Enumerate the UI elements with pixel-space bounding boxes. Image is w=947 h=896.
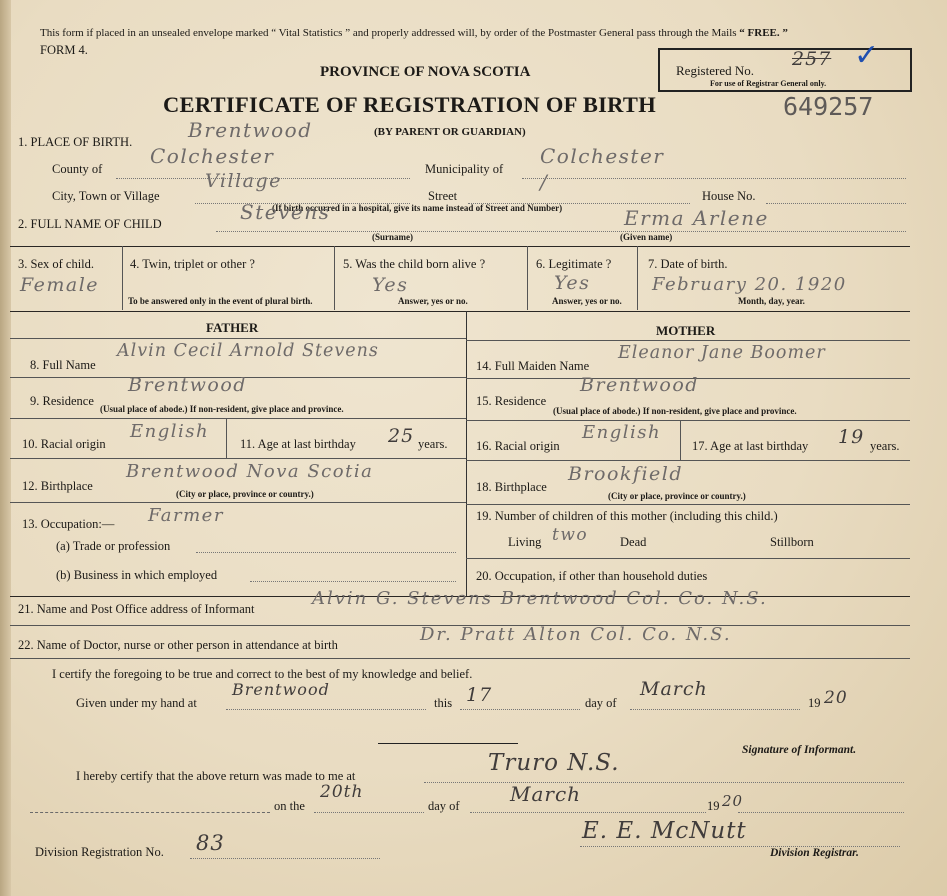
return-year-suffix: 20 — [722, 792, 744, 810]
informant-label: 21. Name and Post Office address of Informant — [18, 602, 255, 616]
street-label: Street — [428, 189, 458, 203]
mother-name-label: 14. Full Maiden Name — [476, 359, 590, 373]
mother-birthplace-note: (City or place, province or country.) — [608, 491, 746, 501]
street-value: / — [540, 170, 549, 194]
given-name-caption: (Given name) — [620, 232, 673, 242]
twin-note: To be answered only in the event of plural birth. — [128, 296, 313, 306]
mother-years-label: years. — [870, 439, 900, 453]
given-year-suffix: 20 — [824, 688, 848, 708]
doctor-value: Dr. Pratt Alton Col. Co. N.S. — [420, 624, 732, 645]
certificate-title: CERTIFICATE OF REGISTRATION OF BIRTH — [163, 92, 657, 117]
hospital-note: (If birth occurred in a hospital, give its name instead of Street and Number) — [272, 203, 563, 213]
father-birthplace-label: 12. Birthplace — [22, 479, 93, 493]
given-day-value: 17 — [466, 684, 493, 706]
sex-label: 3. Sex of child. — [18, 257, 95, 271]
mother-racial-value: English — [582, 422, 662, 443]
father-name-value: Alvin Cecil Arnold Stevens — [117, 341, 379, 361]
father-name-label: 8. Full Name — [30, 358, 96, 372]
father-birthplace-value: Brentwood Nova Scotia — [126, 461, 374, 482]
father-occupation-value: Farmer — [148, 505, 224, 526]
given-year-prefix: 19 — [808, 696, 821, 710]
mother-residence-label: 15. Residence — [476, 394, 547, 408]
return-day-of-label: day of — [428, 799, 460, 813]
division-registration-value: 83 — [196, 831, 225, 855]
house-no-label: House No. — [702, 189, 756, 203]
child-surname: Stevens — [240, 200, 331, 224]
certificate-subtitle: (BY PARENT OR GUARDIAN) — [374, 126, 526, 138]
born-alive-label: 5. Was the child born alive ? — [343, 257, 486, 271]
mother-age-label: 17. Age at last birthday — [692, 439, 809, 453]
stillborn-label: Stillborn — [770, 535, 814, 549]
father-age-label: 11. Age at last birthday — [240, 437, 356, 451]
free-label: “ FREE. ” — [739, 27, 788, 39]
mother-occupation-label: 20. Occupation, if other than household duties — [476, 569, 708, 583]
sex-value: Female — [20, 274, 100, 296]
return-day-value: 20th — [320, 782, 364, 802]
signature-of-informant-caption: Signature of Informant. — [742, 744, 857, 756]
form-number: FORM 4. — [40, 43, 88, 57]
postal-notice-text: This form if placed in an unsealed envelope marked “ Vital Statistics ” and properly addressed will, by order of the Postmaster General pass through the Mails — [40, 27, 737, 39]
dead-label: Dead — [620, 535, 647, 549]
place-of-birth-value: Brentwood — [188, 118, 313, 142]
division-registrar-caption: Division Registrar. — [770, 847, 859, 859]
father-header: FATHER — [206, 320, 259, 335]
certify-statement: I certify the foregoing to be true and correct to the best of my knowledge and belief. — [52, 667, 473, 681]
surname-caption: (Surname) — [372, 232, 413, 242]
checkmark-icon: ✓ — [854, 38, 880, 73]
date-of-birth-label: 7. Date of birth. — [648, 257, 728, 271]
twin-label: 4. Twin, triplet or other ? — [130, 257, 255, 271]
child-name-label: 2. FULL NAME OF CHILD — [18, 217, 162, 231]
mother-birthplace-value: Brookfield — [568, 463, 684, 485]
living-label: Living — [508, 535, 542, 549]
date-of-birth-value: February 20. 1920 — [652, 274, 847, 295]
city-label: City, Town or Village — [52, 189, 160, 203]
father-occupation-label: 13. Occupation:— — [22, 517, 115, 531]
return-place-value: Truro N.S. — [488, 750, 620, 776]
registrar-signature: E. E. McNutt — [582, 818, 747, 844]
given-under-hand-label: Given under my hand at — [76, 696, 197, 710]
this-label: this — [434, 696, 453, 710]
father-residence-value: Brentwood — [128, 374, 247, 396]
day-of-label: day of — [585, 696, 617, 710]
county-value: Colchester — [150, 144, 275, 168]
mother-header: MOTHER — [656, 323, 716, 338]
registered-number: 257 — [792, 48, 832, 70]
living-value: two — [552, 525, 589, 545]
mother-children-label: 19. Number of children of this mother (including this child.) — [476, 509, 778, 523]
mother-name-value: Eleanor Jane Boomer — [618, 343, 826, 363]
registered-note: For use of Registrar General only. — [710, 79, 827, 88]
father-age-value: 25 — [388, 425, 415, 447]
mother-age-value: 19 — [838, 426, 865, 448]
informant-value: Alvin G. Stevens Brentwood Col. Co. N.S. — [312, 588, 768, 609]
legitimate-label: 6. Legitimate ? — [536, 257, 612, 271]
date-of-birth-note: Month, day, year. — [738, 296, 805, 306]
registered-label: Registered No. — [676, 63, 754, 78]
father-racial-label: 10. Racial origin — [22, 437, 106, 451]
mother-racial-label: 16. Racial origin — [476, 439, 560, 453]
mother-residence-value: Brentwood — [580, 374, 699, 396]
doctor-label: 22. Name of Doctor, nurse or other person in attendance at birth — [18, 638, 338, 652]
legitimate-value: Yes — [554, 272, 591, 294]
given-place-value: Brentwood — [232, 680, 330, 699]
trade-label: (a) Trade or profession — [56, 539, 171, 553]
legitimate-note: Answer, yes or no. — [552, 296, 622, 306]
father-residence-note: (Usual place of abode.) If non-resident, give place and province. — [100, 404, 344, 414]
business-label: (b) Business in which employed — [56, 568, 218, 582]
division-registration-label: Division Registration No. — [35, 845, 164, 859]
return-statement: I hereby certify that the above return was made to me at — [76, 769, 356, 783]
postal-notice — [40, 28, 788, 39]
city-value: Village — [205, 170, 282, 192]
on-the-label: on the — [274, 799, 305, 813]
municipality-value: Colchester — [540, 144, 665, 168]
given-month-value: March — [640, 678, 708, 700]
mother-birthplace-label: 18. Birthplace — [476, 480, 547, 494]
mother-residence-note: (Usual place of abode.) If non-resident, give place and province. — [553, 406, 797, 416]
place-of-birth-label: 1. PLACE OF BIRTH. — [18, 135, 133, 149]
municipality-label: Municipality of — [425, 162, 504, 176]
born-alive-note: Answer, yes or no. — [398, 296, 468, 306]
father-years-label: years. — [418, 437, 448, 451]
father-residence-label: 9. Residence — [30, 394, 94, 408]
child-given-name: Erma Arlene — [624, 206, 769, 230]
father-racial-value: English — [130, 421, 210, 442]
county-label: County of — [52, 162, 103, 176]
return-month-value: March — [510, 782, 582, 806]
return-year-prefix: 19 — [707, 799, 720, 813]
province-title: PROVINCE OF NOVA SCOTIA — [320, 64, 531, 80]
stamped-number: 649257 — [783, 92, 874, 121]
born-alive-value: Yes — [372, 274, 409, 296]
father-birthplace-note: (City or place, province or country.) — [176, 489, 314, 499]
